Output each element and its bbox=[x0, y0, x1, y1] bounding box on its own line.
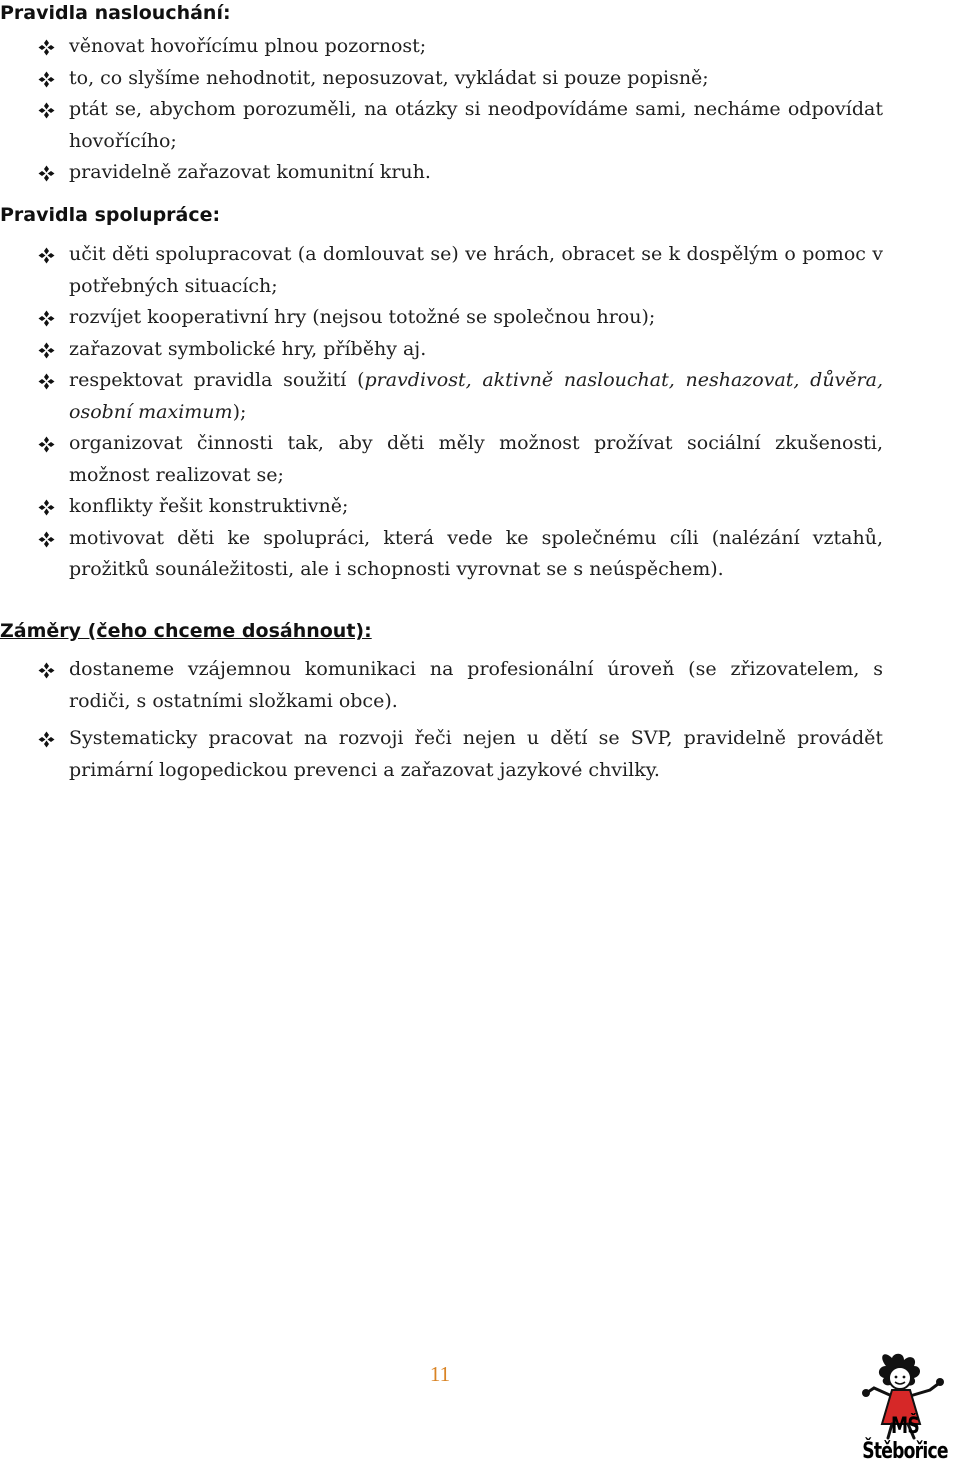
four-diamond-bullet-icon bbox=[38, 247, 55, 264]
heading-goals: Záměry (čeho chceme dosáhnout): bbox=[0, 620, 372, 642]
list-item: to, co slyšíme nehodnotit, neposuzovat, vykládat si pouze popisně; bbox=[0, 63, 883, 95]
list-item: rozvíjet kooperativní hry (nejsou totožné se společnou hrou); bbox=[0, 302, 883, 334]
list-item: organizovat činnosti tak, aby děti měly možnost prožívat sociální zkušenosti, možnost realizovat se; bbox=[0, 428, 883, 491]
list-item: Systematicky pracovat na rozvoji řeči nejen u dětí se SVP, pravidelně provádět primární logopedickou prevenci a zařazovat jazykové chvilky. bbox=[0, 723, 883, 786]
list-item: učit děti spolupracovat (a domlouvat se) ve hrách, obracet se k dospělým o pomoc v potřebných situacích; bbox=[0, 239, 883, 302]
heading-cooperation-rules: Pravidla spolupráce: bbox=[0, 204, 221, 226]
logo-text: MŠ Štěbořice bbox=[862, 1414, 948, 1464]
list-item: dostaneme vzájemnou komunikaci na profesionální úroveň (se zřizovatelem, s rodiči, s ostatními složkami obce). bbox=[0, 654, 883, 717]
four-diamond-bullet-icon bbox=[38, 71, 55, 88]
four-diamond-bullet-icon bbox=[38, 310, 55, 327]
four-diamond-bullet-icon bbox=[38, 39, 55, 56]
four-diamond-bullet-icon bbox=[38, 342, 55, 359]
school-logo bbox=[848, 1352, 960, 1464]
list-item: respektovat pravidla soužití (pravdivost, aktivně naslouchat, neshazovat, důvěra, osobní maximum); bbox=[0, 365, 883, 428]
list-item: pravidelně zařazovat komunitní kruh. bbox=[0, 157, 883, 189]
list-item: věnovat hovořícímu plnou pozornost; bbox=[0, 31, 883, 63]
listening-rules-list bbox=[0, 31, 883, 189]
four-diamond-bullet-icon bbox=[38, 531, 55, 548]
cooperation-rules-list bbox=[0, 239, 883, 586]
four-diamond-bullet-icon bbox=[38, 436, 55, 453]
four-diamond-bullet-icon bbox=[38, 102, 55, 119]
list-item: ptát se, abychom porozuměli, na otázky si neodpovídáme sami, necháme odpovídat hovořícího; bbox=[0, 94, 883, 157]
list-item: motivovat děti ke spolupráci, která vede ke společnému cíli (nalézání vztahů, prožitků sounáležitosti, ale i schopnosti vyrovnat se s neúspěchem). bbox=[0, 523, 883, 586]
four-diamond-bullet-icon bbox=[38, 499, 55, 516]
goals-list bbox=[0, 654, 883, 786]
four-diamond-bullet-icon bbox=[38, 373, 55, 390]
four-diamond-bullet-icon bbox=[38, 731, 55, 748]
heading-listening-rules: Pravidla naslouchání: bbox=[0, 2, 231, 24]
four-diamond-bullet-icon bbox=[38, 165, 55, 182]
list-item: konflikty řešit konstruktivně; bbox=[0, 491, 883, 523]
four-diamond-bullet-icon bbox=[38, 662, 55, 679]
page-number: 11 bbox=[429, 1362, 451, 1386]
list-item: zařazovat symbolické hry, příběhy aj. bbox=[0, 334, 883, 366]
